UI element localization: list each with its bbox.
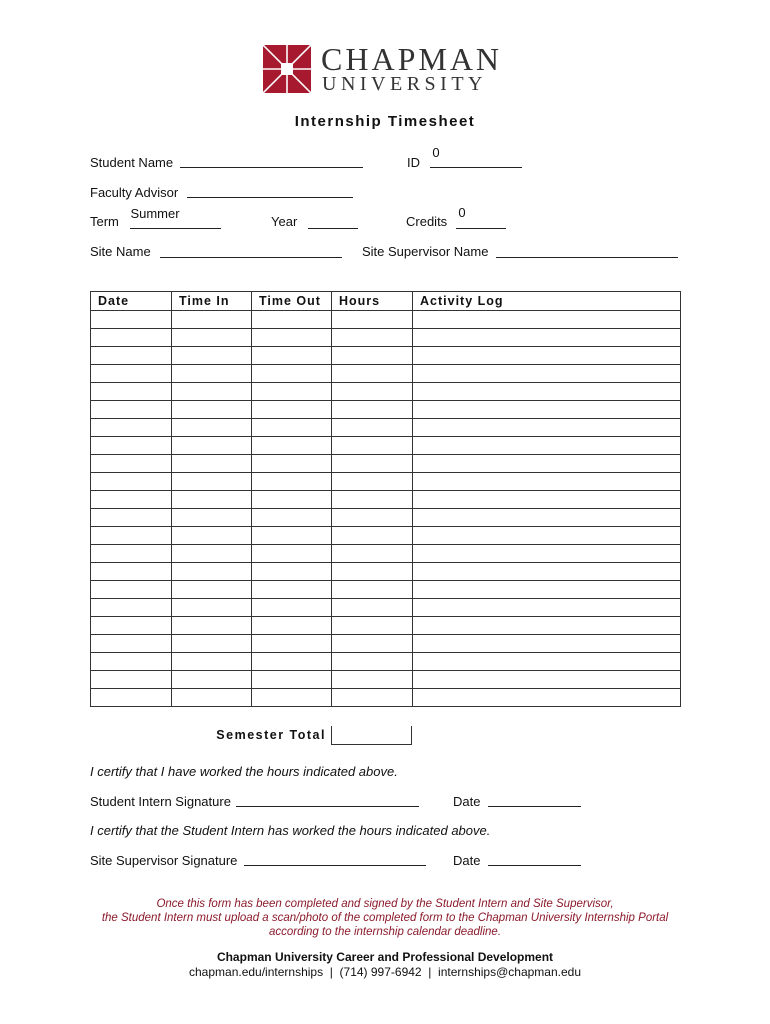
table-cell[interactable] [91, 617, 172, 635]
table-cell[interactable] [91, 509, 172, 527]
student-name-field[interactable] [180, 167, 363, 168]
table-cell[interactable] [172, 491, 252, 509]
table-cell[interactable] [252, 563, 332, 581]
year-field[interactable] [308, 228, 358, 229]
table-cell[interactable] [332, 689, 413, 707]
logo-text-university: UNIVERSITY [322, 73, 487, 95]
term-field[interactable] [130, 228, 221, 229]
table-cell[interactable] [332, 437, 413, 455]
table-cell[interactable] [252, 419, 332, 437]
table-cell[interactable] [91, 563, 172, 581]
table-cell[interactable] [413, 527, 681, 545]
table-cell[interactable] [172, 671, 252, 689]
table-cell[interactable] [91, 347, 172, 365]
table-row [91, 527, 681, 545]
table-cell[interactable] [252, 365, 332, 383]
table-cell[interactable] [91, 689, 172, 707]
site-name-field[interactable] [160, 257, 342, 258]
table-cell[interactable] [91, 383, 172, 401]
table-row [91, 329, 681, 347]
intern-date-label: Date [453, 794, 481, 809]
footer-title: Chapman University Career and Professional Development [216, 950, 554, 964]
table-cell[interactable] [332, 509, 413, 527]
table-row [91, 455, 681, 473]
supervisor-signature-field[interactable] [244, 865, 426, 866]
credits-label: Credits [406, 214, 448, 229]
table-cell[interactable] [413, 509, 681, 527]
column-header-hours: Hours [332, 292, 413, 311]
table-row [91, 347, 681, 365]
table-cell[interactable] [91, 527, 172, 545]
table-cell[interactable] [332, 617, 413, 635]
table-cell[interactable] [91, 401, 172, 419]
table-cell[interactable] [252, 527, 332, 545]
site-name-label: Site Name [90, 244, 151, 259]
intern-date-field[interactable] [488, 806, 581, 807]
table-cell[interactable] [413, 617, 681, 635]
table-cell[interactable] [413, 635, 681, 653]
table-cell[interactable] [91, 329, 172, 347]
table-cell[interactable] [252, 347, 332, 365]
table-cell[interactable] [413, 365, 681, 383]
table-cell[interactable] [91, 437, 172, 455]
table-cell[interactable] [332, 347, 413, 365]
table-row [91, 653, 681, 671]
table-cell[interactable] [252, 509, 332, 527]
table-cell[interactable] [91, 365, 172, 383]
table-cell[interactable] [172, 635, 252, 653]
table-cell[interactable] [172, 365, 252, 383]
table-cell[interactable] [413, 599, 681, 617]
table-cell[interactable] [172, 419, 252, 437]
table-cell[interactable] [252, 599, 332, 617]
notice-line-3: according to the internship calendar deadline. [268, 926, 502, 938]
page-title: Internship Timesheet [294, 113, 476, 130]
table-cell[interactable] [413, 545, 681, 563]
table-cell[interactable] [91, 545, 172, 563]
table-cell[interactable] [252, 383, 332, 401]
table-cell[interactable] [413, 563, 681, 581]
table-cell[interactable] [413, 329, 681, 347]
table-cell[interactable] [332, 581, 413, 599]
table-row [91, 635, 681, 653]
semester-total-label: Semester Total [216, 728, 326, 742]
table-cell[interactable] [252, 671, 332, 689]
table-cell[interactable] [172, 401, 252, 419]
table-cell[interactable] [252, 329, 332, 347]
table-cell[interactable] [332, 545, 413, 563]
table-row [91, 419, 681, 437]
supervisor-date-field[interactable] [488, 865, 581, 866]
table-row [91, 617, 681, 635]
timesheet-body [91, 311, 681, 707]
footer [0, 950, 770, 980]
column-header-time-out: Time Out [252, 292, 332, 311]
faculty-advisor-label: Faculty Advisor [90, 185, 179, 200]
table-cell[interactable] [172, 545, 252, 563]
table-cell[interactable] [172, 617, 252, 635]
column-header-date: Date [91, 292, 172, 311]
table-cell[interactable] [413, 671, 681, 689]
id-field[interactable] [430, 167, 522, 168]
table-cell[interactable] [252, 473, 332, 491]
table-row [91, 383, 681, 401]
site-supervisor-name-field[interactable] [496, 257, 678, 258]
table-row [91, 491, 681, 509]
notice-line-1: Once this form has been completed and signed by the Student Intern and Site Supervisor, [156, 898, 614, 910]
table-row [91, 689, 681, 707]
table-cell[interactable] [332, 671, 413, 689]
table-cell[interactable] [172, 653, 252, 671]
semester-total-row [90, 726, 412, 745]
table-cell[interactable] [413, 455, 681, 473]
table-row [91, 473, 681, 491]
table-cell[interactable] [172, 347, 252, 365]
table-cell[interactable] [252, 545, 332, 563]
table-cell[interactable] [332, 563, 413, 581]
table-cell[interactable] [332, 401, 413, 419]
table-cell[interactable] [252, 689, 332, 707]
table-row [91, 365, 681, 383]
table-cell[interactable] [413, 383, 681, 401]
table-cell[interactable] [413, 689, 681, 707]
table-row [91, 671, 681, 689]
table-row [91, 509, 681, 527]
table-cell[interactable] [413, 311, 681, 329]
table-cell[interactable] [252, 635, 332, 653]
timesheet-table [90, 291, 681, 707]
term-value: Summer [130, 206, 180, 221]
table-cell[interactable] [252, 437, 332, 455]
table-cell[interactable] [332, 473, 413, 491]
table-cell[interactable] [172, 437, 252, 455]
table-cell[interactable] [332, 329, 413, 347]
table-cell[interactable] [172, 689, 252, 707]
table-cell[interactable] [332, 527, 413, 545]
notice-line-2: the Student Intern must upload a scan/photo of the completed form to the Chapman University Internship Portal [101, 912, 669, 924]
student-name-label: Student Name [90, 155, 174, 170]
semester-total-cell[interactable] [331, 726, 412, 745]
table-cell[interactable] [91, 635, 172, 653]
table-cell[interactable] [332, 653, 413, 671]
supervisor-certification-statement: I certify that the Student Intern has worked the hours indicated above. [90, 823, 491, 838]
table-cell[interactable] [332, 455, 413, 473]
table-cell[interactable] [91, 419, 172, 437]
table-row [91, 545, 681, 563]
table-cell[interactable] [332, 491, 413, 509]
table-cell[interactable] [91, 599, 172, 617]
table-cell[interactable] [332, 599, 413, 617]
table-cell[interactable] [252, 311, 332, 329]
table-cell[interactable] [252, 617, 332, 635]
table-cell[interactable] [332, 365, 413, 383]
table-cell[interactable] [252, 455, 332, 473]
table-cell[interactable] [413, 473, 681, 491]
table-cell[interactable] [172, 383, 252, 401]
table-cell[interactable] [332, 311, 413, 329]
table-cell[interactable] [252, 581, 332, 599]
table-cell[interactable] [252, 491, 332, 509]
table-cell[interactable] [252, 653, 332, 671]
year-label: Year [271, 214, 298, 229]
term-label: Term [90, 214, 119, 229]
id-label: ID [407, 155, 420, 170]
university-logo [263, 41, 508, 95]
table-cell[interactable] [172, 509, 252, 527]
table-header-row [91, 292, 681, 311]
table-cell[interactable] [332, 383, 413, 401]
credits-value: 0 [458, 205, 466, 220]
submission-notice [0, 897, 770, 939]
table-cell[interactable] [172, 599, 252, 617]
table-cell[interactable] [91, 653, 172, 671]
table-row [91, 311, 681, 329]
table-cell[interactable] [91, 581, 172, 599]
table-cell[interactable] [91, 311, 172, 329]
site-supervisor-name-label: Site Supervisor Name [362, 244, 489, 259]
table-row [91, 581, 681, 599]
table-cell[interactable] [172, 455, 252, 473]
table-cell[interactable] [413, 419, 681, 437]
id-value: 0 [432, 145, 440, 160]
column-header-time-in: Time In [172, 292, 252, 311]
table-row [91, 599, 681, 617]
table-cell[interactable] [413, 347, 681, 365]
table-cell[interactable] [413, 437, 681, 455]
chapman-logo-mark-icon [263, 45, 311, 93]
table-row [91, 401, 681, 419]
table-cell[interactable] [172, 563, 252, 581]
table-cell[interactable] [172, 581, 252, 599]
table-cell[interactable] [91, 491, 172, 509]
table-cell[interactable] [413, 491, 681, 509]
table-row [91, 437, 681, 455]
supervisor-signature-label: Site Supervisor Signature [90, 853, 238, 868]
logo-text-chapman: CHAPMAN [321, 41, 503, 77]
supervisor-date-label: Date [453, 853, 481, 868]
intern-signature-field[interactable] [236, 806, 419, 807]
faculty-advisor-field[interactable] [187, 197, 353, 198]
table-cell[interactable] [172, 473, 252, 491]
table-cell[interactable] [413, 653, 681, 671]
table-cell[interactable] [332, 635, 413, 653]
footer-contact: chapman.edu/internships | (714) 997-6942 | internships@chapman.edu [189, 965, 581, 979]
table-cell[interactable] [413, 581, 681, 599]
table-cell[interactable] [332, 419, 413, 437]
table-cell[interactable] [413, 401, 681, 419]
table-cell[interactable] [172, 527, 252, 545]
table-row [91, 563, 681, 581]
table-cell[interactable] [91, 671, 172, 689]
table-cell[interactable] [91, 473, 172, 491]
table-cell[interactable] [252, 401, 332, 419]
table-cell[interactable] [172, 311, 252, 329]
table-cell[interactable] [91, 455, 172, 473]
table-cell[interactable] [172, 329, 252, 347]
credits-field[interactable] [456, 228, 506, 229]
intern-signature-label: Student Intern Signature [90, 794, 231, 809]
column-header-activity-log: Activity Log [413, 292, 681, 311]
intern-certification-statement: I certify that I have worked the hours indicated above. [90, 764, 398, 779]
